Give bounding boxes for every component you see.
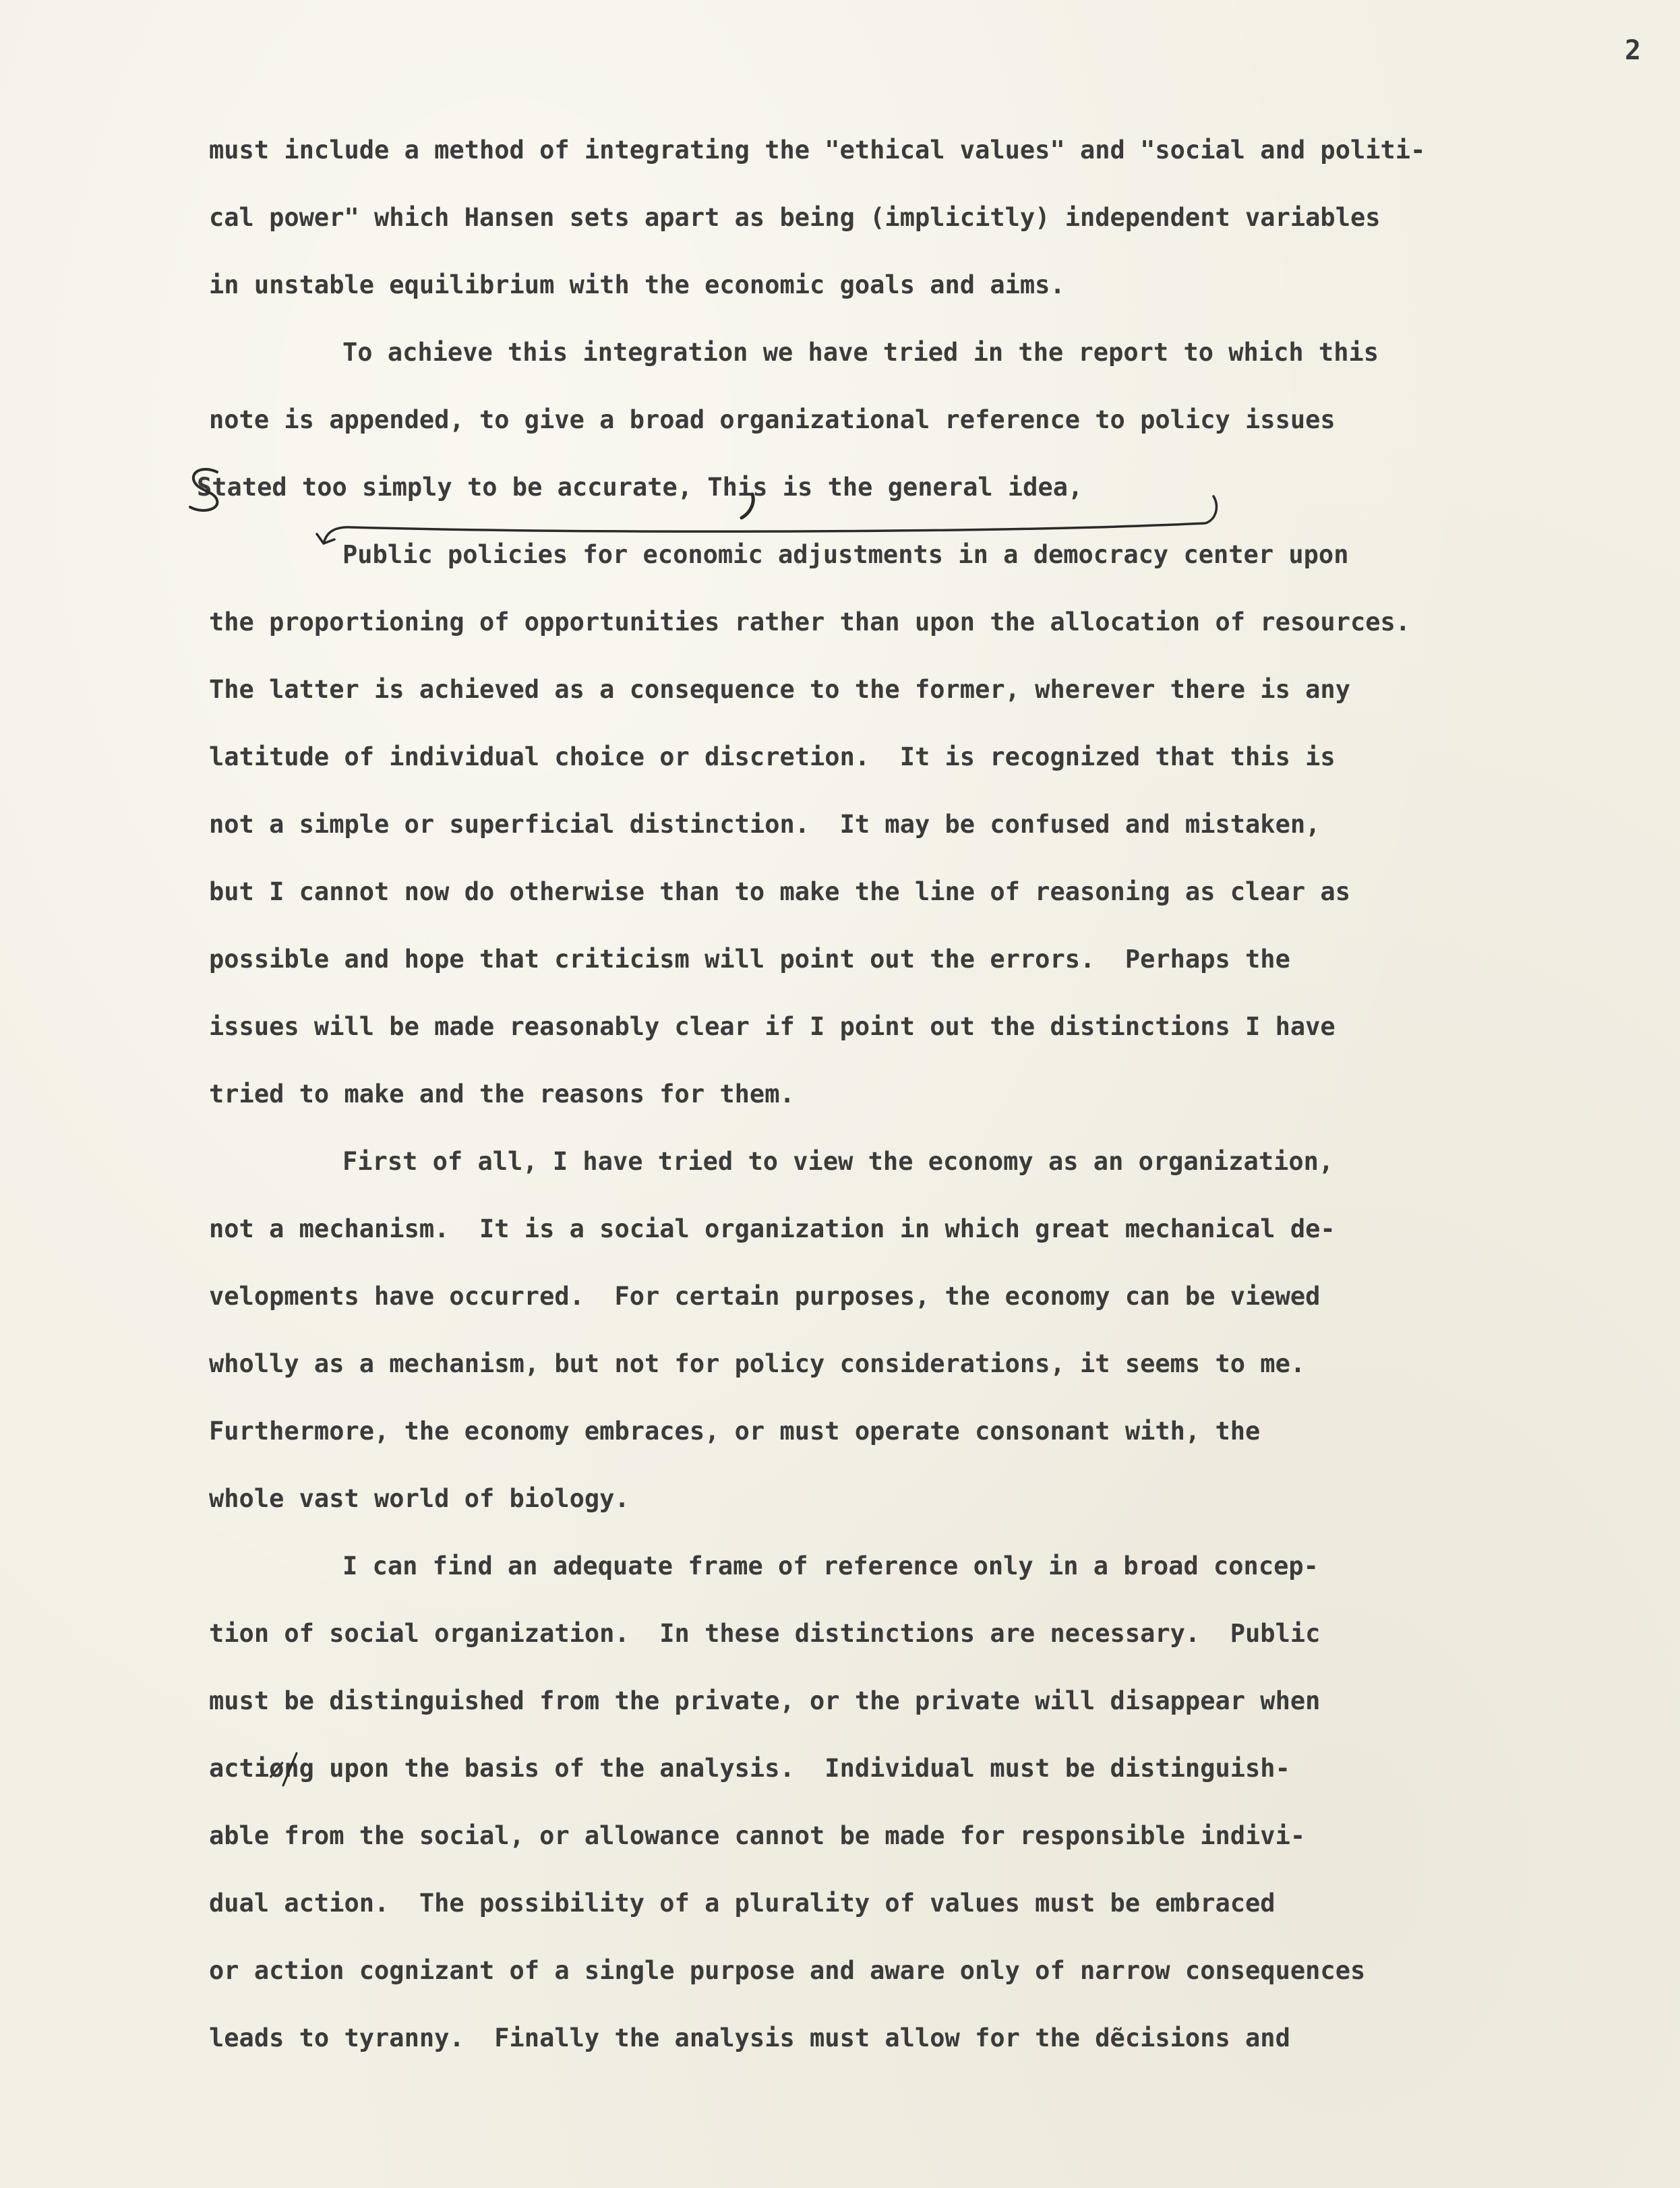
text-line: tried to make and the reasons for them. (209, 1080, 795, 1108)
text-line: not a simple or superficial distinction. It may be confused and mistaken, (209, 810, 1321, 839)
text-line: or action cognizant of a single purpose and aware only of narrow consequences (209, 1956, 1366, 1985)
text-line: whole vast world of biology. (209, 1484, 630, 1513)
text-line: Public policies for economic adjustments in a democracy center upon (342, 540, 1349, 569)
text-line: but I cannot now do otherwise than to make the line of reasoning as clear as (209, 877, 1350, 906)
text-line: First of all, I have tried to view the economy as an organization, (342, 1147, 1334, 1176)
text-line: velopments have occurred. For certain purposes, the economy can be viewed (209, 1282, 1321, 1311)
text-line: latitude of individual choice or discretion. It is recognized that this is (209, 742, 1336, 771)
text-line: not a mechanism. It is a social organization in which great mechanical de- (209, 1214, 1336, 1243)
text-line: wholly as a mechanism, but not for policy considerations, it seems to me. (209, 1349, 1306, 1378)
text-line: tion of social organization. In these distinctions are necessary. Public (209, 1619, 1321, 1648)
text-line: note is appended, to give a broad organizational reference to policy issues (209, 405, 1336, 434)
text-line: dual action. The possibility of a plurality of values must be embraced (209, 1889, 1276, 1918)
text-line: the proportioning of opportunities rather than upon the allocation of resources. (209, 608, 1411, 637)
page-number: 2 (1625, 35, 1642, 66)
text-line: leads to tyranny. Finally the analysis must allow for the dẽcisions and (209, 2023, 1290, 2052)
text-line: cal power" which Hansen sets apart as being (implicitly) independent variables (209, 203, 1381, 232)
text-line: possible and hope that criticism will point out the errors. Perhaps the (209, 945, 1290, 974)
text-line: Furthermore, the economy embraces, or must operate consonant with, the (209, 1417, 1261, 1446)
text-line: must include a method of integrating the "ethical values" and "social and politi- (209, 136, 1426, 165)
text-line: The latter is achieved as a consequence to the former, wherever there is any (209, 675, 1350, 704)
text-line: Stated too simply to be accurate, This is the general idea, (197, 473, 1083, 502)
text-line: I can find an adequate frame of reference only in a broad concep- (342, 1551, 1319, 1580)
text-line: in unstable equilibrium with the economic goals and aims. (209, 270, 1065, 299)
text-line: actiøng upon the basis of the analysis. Individual must be distinguish- (209, 1754, 1290, 1783)
text-line: To achieve this integration we have tried in the report to which this (342, 338, 1379, 367)
text-line: must be distinguished from the private, or the private will disappear when (209, 1686, 1321, 1715)
text-line: able from the social, or allowance cannot be made for responsible indivi- (209, 1821, 1306, 1850)
text-line: issues will be made reasonably clear if I point out the distinctions I have (209, 1012, 1336, 1041)
